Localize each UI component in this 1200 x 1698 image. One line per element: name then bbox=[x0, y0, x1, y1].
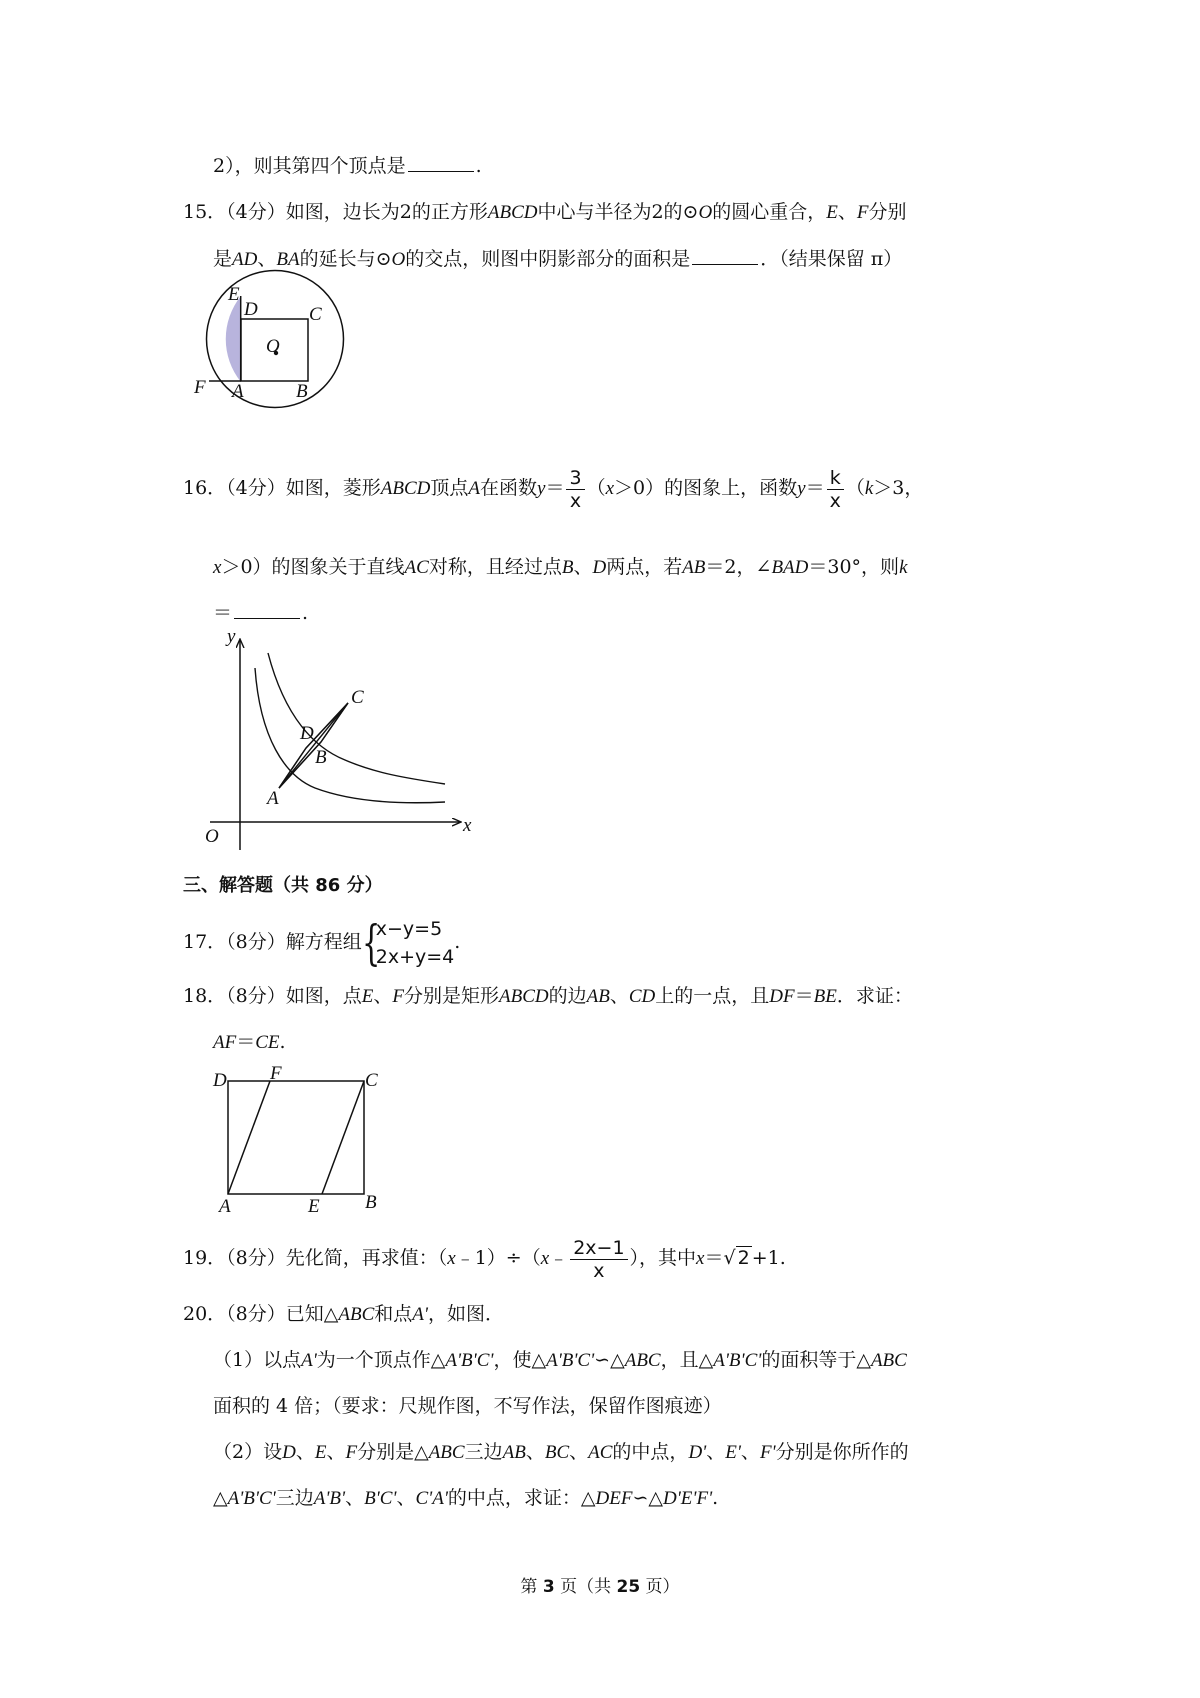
answer-blank bbox=[408, 153, 474, 172]
segment-af bbox=[228, 1081, 270, 1194]
page-number: 3 bbox=[542, 1577, 555, 1597]
label-d: D bbox=[244, 299, 258, 320]
sqrt-icon: √ bbox=[723, 1247, 736, 1269]
p20-line3: 面积的 4 倍；（要求：尺规作图，不写作法，保留作图痕迹） bbox=[213, 1395, 722, 1417]
page-footer: 第 3 页（共 25 页） bbox=[520, 1577, 680, 1597]
label-y: y bbox=[227, 626, 236, 647]
page-total: 25 bbox=[616, 1577, 641, 1597]
p15-figure bbox=[194, 284, 400, 440]
fraction-2x-1-over-x: $\frac{2x-1}{x}$ bbox=[570, 1237, 627, 1282]
label-a: A bbox=[232, 381, 244, 402]
p18-figure bbox=[205, 1063, 390, 1217]
p16-line2: x＞0）的图象关于直线AC对称，且经过点B、D两点，若AB＝2，∠BAD＝30°，则k bbox=[213, 556, 908, 578]
label-f: F bbox=[194, 377, 206, 398]
diagonal-ac bbox=[279, 703, 348, 788]
equation-system: { x−y=5 2x+y=4 bbox=[361, 915, 455, 971]
label-o: O bbox=[205, 826, 219, 847]
p20-line2: （1）以点A'为一个顶点作△A'B'C'，使△A'B'C'∽△ABC，且△A'B'C'的面积等于△ABC bbox=[213, 1349, 907, 1371]
p16-line3: ＝ . bbox=[213, 602, 309, 624]
brace-icon: { bbox=[361, 915, 381, 971]
label-b: B bbox=[365, 1192, 377, 1213]
p17-line: 17．（8分）解方程组 { x−y=5 2x+y=4 . bbox=[183, 915, 461, 971]
label-a: A bbox=[267, 788, 279, 809]
label-o: O bbox=[266, 336, 280, 357]
label-x: x bbox=[463, 815, 472, 836]
answer-blank bbox=[234, 600, 300, 619]
label-b: B bbox=[315, 747, 327, 768]
p14-text: 2），则其第四个顶点是 bbox=[213, 155, 406, 177]
label-d: D bbox=[300, 723, 314, 744]
p19-line: 19．（8分）先化简，再求值：（x﹣1）÷（x﹣ $\frac{2x-1}{x}$ ），其中x＝√ 2 +1. bbox=[183, 1236, 786, 1282]
p14-line: 2），则其第四个顶点是 . bbox=[213, 155, 482, 177]
shaded-region bbox=[226, 296, 241, 381]
p15-line1: 15．（4分）如图，边长为2的正方形ABCD中心与半径为2的⊙O的圆心重合，E、F分别 bbox=[183, 201, 907, 223]
answer-blank bbox=[692, 246, 758, 265]
segment-ce bbox=[322, 1081, 364, 1194]
sqrt-value: 2 bbox=[737, 1247, 750, 1269]
label-c: C bbox=[365, 1070, 378, 1091]
label-d: D bbox=[213, 1070, 227, 1091]
label-f: F bbox=[270, 1063, 282, 1084]
fraction-k-over-x: $\frac{k}{x}$ bbox=[827, 467, 844, 512]
p16-figure bbox=[205, 628, 475, 850]
p20-line1: 20．（8分）已知△ABC和点A'，如图． bbox=[183, 1303, 504, 1325]
p18-line2: AF＝CE. bbox=[213, 1031, 286, 1053]
label-c: C bbox=[309, 304, 322, 325]
section-title: 三、解答题（共 86 分） bbox=[183, 875, 383, 896]
label-e: E bbox=[308, 1196, 320, 1217]
label-c: C bbox=[351, 687, 364, 708]
p20-line4: （2）设D、E、F分别是△ABC三边AB、BC、AC的中点，D'、E'、F'分别是你所作的 bbox=[213, 1441, 909, 1463]
p16-line1: 16．（4分）如图，菱形ABCD顶点A在函数y＝ $\frac{3}{x}$ （x＞0）的图象上，函数y＝ $\frac{k}{x}$ （k＞3， bbox=[183, 466, 924, 512]
label-b: B bbox=[296, 381, 308, 402]
p18-line1: 18．（8分）如图，点E、F分别是矩形ABCD的边AB、CD上的一点，且DF＝BE．求证： bbox=[183, 985, 913, 1007]
label-a: A bbox=[219, 1196, 231, 1217]
p20-line5: △A'B'C'三边A'B'、B'C'、C'A'的中点，求证：△DEF∽△D'E'F'. bbox=[213, 1487, 719, 1509]
label-e: E bbox=[228, 284, 240, 305]
p15-line2: 是AD、BA的延长与⊙O的交点，则图中阴影部分的面积是 ．（结果保留 π） bbox=[213, 248, 903, 270]
fraction-3-over-x: $\frac{3}{x}$ bbox=[566, 467, 584, 512]
